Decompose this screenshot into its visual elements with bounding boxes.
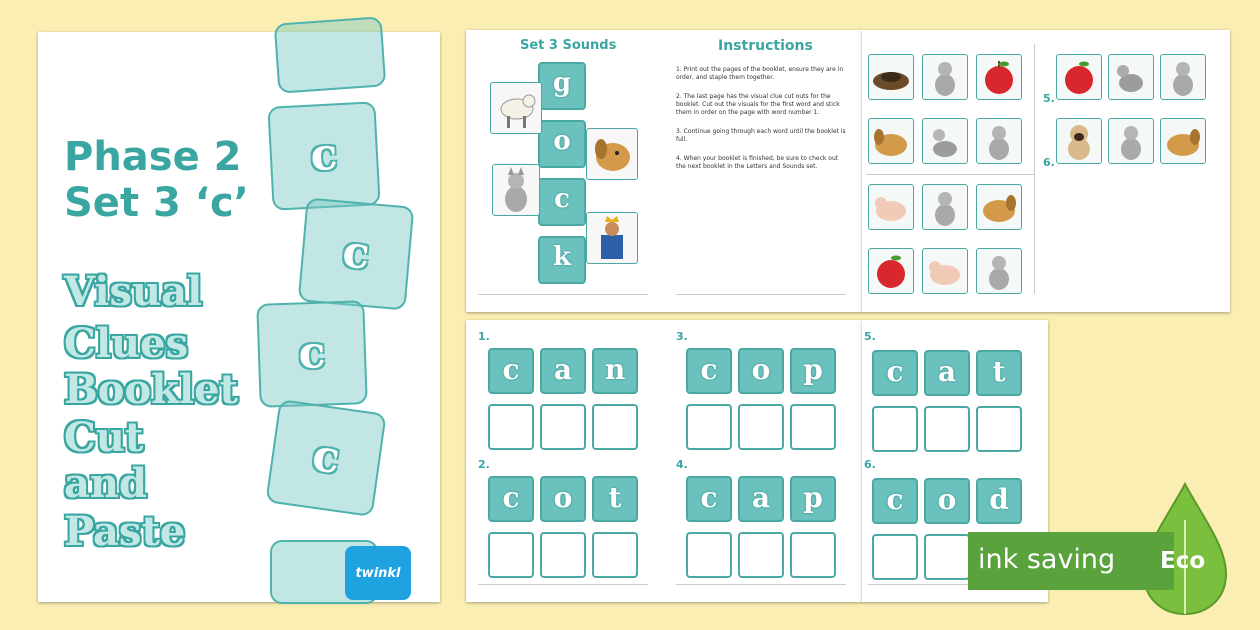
cover-subtitle-paste: Paste xyxy=(64,508,186,555)
apple-icon xyxy=(977,55,1021,99)
paste-box xyxy=(790,404,836,450)
tile-letter: c xyxy=(309,128,339,182)
word-tile xyxy=(738,476,784,522)
cat-icon xyxy=(977,119,1021,163)
letter: a xyxy=(937,355,957,388)
clue-apple xyxy=(976,54,1022,100)
word-tile xyxy=(872,478,918,524)
apple-icon xyxy=(869,249,913,293)
clue-apple xyxy=(868,248,914,294)
instruction-step-1: 1. Print out the pages of the booklet, ensure they are in order, and staple them together. xyxy=(676,66,844,81)
paste-box xyxy=(686,404,732,450)
sounds-heading: Set 3 Sounds xyxy=(520,38,617,53)
eco-badge-label: ink saving xyxy=(978,544,1116,575)
letter: p xyxy=(803,353,823,386)
word-tile xyxy=(540,476,586,522)
letter-tile-k xyxy=(538,236,586,284)
pug-icon xyxy=(1057,119,1101,163)
clue-pig xyxy=(868,184,914,230)
word-tile xyxy=(592,476,638,522)
cover-subtitle-booklet: Booklet xyxy=(64,366,239,413)
word-tile xyxy=(872,350,918,396)
word-tile xyxy=(790,476,836,522)
word-tile xyxy=(592,348,638,394)
clue-cat xyxy=(922,118,968,164)
word-tile xyxy=(924,478,970,524)
clue-cat xyxy=(1108,118,1154,164)
letter: o xyxy=(553,126,571,156)
page-footer-left xyxy=(478,294,648,301)
instruction-step-3: 3. Continue going through each word until the booklet is full. xyxy=(676,128,846,143)
cover-tile-1 xyxy=(267,101,380,211)
dog-picture xyxy=(586,128,638,180)
letter: a xyxy=(751,481,771,514)
lamb-icon xyxy=(491,83,541,133)
instructions-list xyxy=(676,66,846,182)
dog-icon xyxy=(587,129,637,179)
clue-cat xyxy=(976,248,1022,294)
cat-icon xyxy=(923,119,967,163)
letter: n xyxy=(604,353,626,386)
word-number-3: 3. xyxy=(676,330,688,343)
paste-box xyxy=(976,406,1022,452)
letter: a xyxy=(553,353,573,386)
word-tile xyxy=(488,348,534,394)
lamb-picture xyxy=(490,82,542,134)
paste-box xyxy=(592,404,638,450)
letter: c xyxy=(886,355,904,388)
clue-nest xyxy=(868,54,914,100)
row-number-6: 6. xyxy=(1043,156,1055,169)
twinkl-logo: twinkl xyxy=(345,546,411,600)
cover-tile-2 xyxy=(298,197,415,310)
cover-title-line2: Set 3 ‘c’ xyxy=(64,180,249,226)
dog-icon xyxy=(977,185,1021,229)
dog-icon xyxy=(1109,55,1153,99)
tile-letter: c xyxy=(309,429,343,485)
clue-cat xyxy=(922,184,968,230)
letter: o xyxy=(751,353,771,386)
paste-box xyxy=(686,532,732,578)
word-tile xyxy=(976,350,1022,396)
clue-pig xyxy=(922,248,968,294)
letter: c xyxy=(700,481,718,514)
letter: t xyxy=(608,481,622,514)
instructions-heading: Instructions xyxy=(718,38,813,54)
word-tile xyxy=(924,350,970,396)
cat-icon xyxy=(923,55,967,99)
clue-apple xyxy=(1056,54,1102,100)
clue-cat xyxy=(976,118,1022,164)
paste-box xyxy=(488,404,534,450)
pig-icon xyxy=(869,185,913,229)
paste-box xyxy=(924,534,970,580)
paste-box xyxy=(872,534,918,580)
cover-title-line1: Phase 2 xyxy=(64,134,242,180)
cover-subtitle-visual: Visual xyxy=(64,268,203,315)
word-tile xyxy=(686,348,732,394)
cat-icon xyxy=(1161,55,1205,99)
dog-icon xyxy=(869,119,913,163)
pig-icon xyxy=(923,249,967,293)
cat-icon xyxy=(977,249,1021,293)
page-footer-right xyxy=(676,294,846,301)
word-tile xyxy=(686,476,732,522)
king-picture xyxy=(586,212,638,264)
clue-divider-v xyxy=(1034,44,1035,294)
cover-subtitle-clues: Clues xyxy=(64,320,189,367)
cat-icon xyxy=(493,165,539,215)
letter: p xyxy=(803,481,823,514)
cover-tile-top xyxy=(274,16,387,93)
paste-box xyxy=(540,404,586,450)
letter: c xyxy=(502,481,520,514)
word-number-6: 6. xyxy=(864,458,876,471)
tile-letter: c xyxy=(340,226,372,280)
paste-box xyxy=(872,406,918,452)
clue-dog xyxy=(1108,54,1154,100)
cat-icon xyxy=(923,185,967,229)
paste-box xyxy=(790,532,836,578)
page-footer-right xyxy=(676,584,846,591)
instruction-step-2: 2. The last page has the visual clue cut outs for the booklet. Cut out the visuals for the first word and stick them in order on the page with word number 1. xyxy=(676,93,840,116)
letter: t xyxy=(992,355,1006,388)
apple-icon xyxy=(1057,55,1101,99)
king-icon xyxy=(587,213,637,263)
paste-box xyxy=(592,532,638,578)
letter-tile-g xyxy=(538,62,586,110)
paste-box xyxy=(924,406,970,452)
cover-subtitle-cut: Cut xyxy=(64,414,144,461)
word-tile xyxy=(540,348,586,394)
nest-icon xyxy=(869,55,913,99)
clue-cat xyxy=(922,54,968,100)
word-tile xyxy=(976,478,1022,524)
letter: o xyxy=(937,483,957,516)
word-number-4: 4. xyxy=(676,458,688,471)
tile-letter: c xyxy=(297,327,327,379)
letter: c xyxy=(886,483,904,516)
cat-picture xyxy=(492,164,540,216)
letter: c xyxy=(554,184,570,214)
clue-dog xyxy=(868,118,914,164)
instruction-step-4: 4. When your booklet is finished, be sure to check out the next booklet in the Letters and Sounds set. xyxy=(676,155,839,170)
row-number-5: 5. xyxy=(1043,92,1055,105)
eco-badge-word: Eco xyxy=(1160,548,1206,574)
dog-icon xyxy=(1161,119,1205,163)
letter: k xyxy=(552,242,571,272)
cover-tile-3 xyxy=(256,300,368,408)
page-footer-left xyxy=(478,584,648,591)
clue-dog xyxy=(1160,118,1206,164)
cover-subtitle-and: and xyxy=(64,460,147,507)
letter: c xyxy=(700,353,718,386)
word-tile xyxy=(488,476,534,522)
letter: g xyxy=(552,68,572,98)
word-number-5: 5. xyxy=(864,330,876,343)
clue-dog xyxy=(976,184,1022,230)
paste-box xyxy=(540,532,586,578)
cover-tile-4 xyxy=(265,399,386,517)
paste-box xyxy=(738,532,784,578)
clue-cat xyxy=(1160,54,1206,100)
word-number-2: 2. xyxy=(478,458,490,471)
letter: o xyxy=(553,481,573,514)
cat-icon xyxy=(1109,119,1153,163)
clue-divider-h xyxy=(866,174,1034,175)
letter-tile-c xyxy=(538,178,586,226)
word-number-1: 1. xyxy=(478,330,490,343)
letter-tile-o xyxy=(538,120,586,168)
letter: d xyxy=(989,483,1009,516)
clue-pug xyxy=(1056,118,1102,164)
paste-box xyxy=(738,404,784,450)
paste-box xyxy=(488,532,534,578)
word-tile xyxy=(738,348,784,394)
word-tile xyxy=(790,348,836,394)
letter: c xyxy=(502,353,520,386)
